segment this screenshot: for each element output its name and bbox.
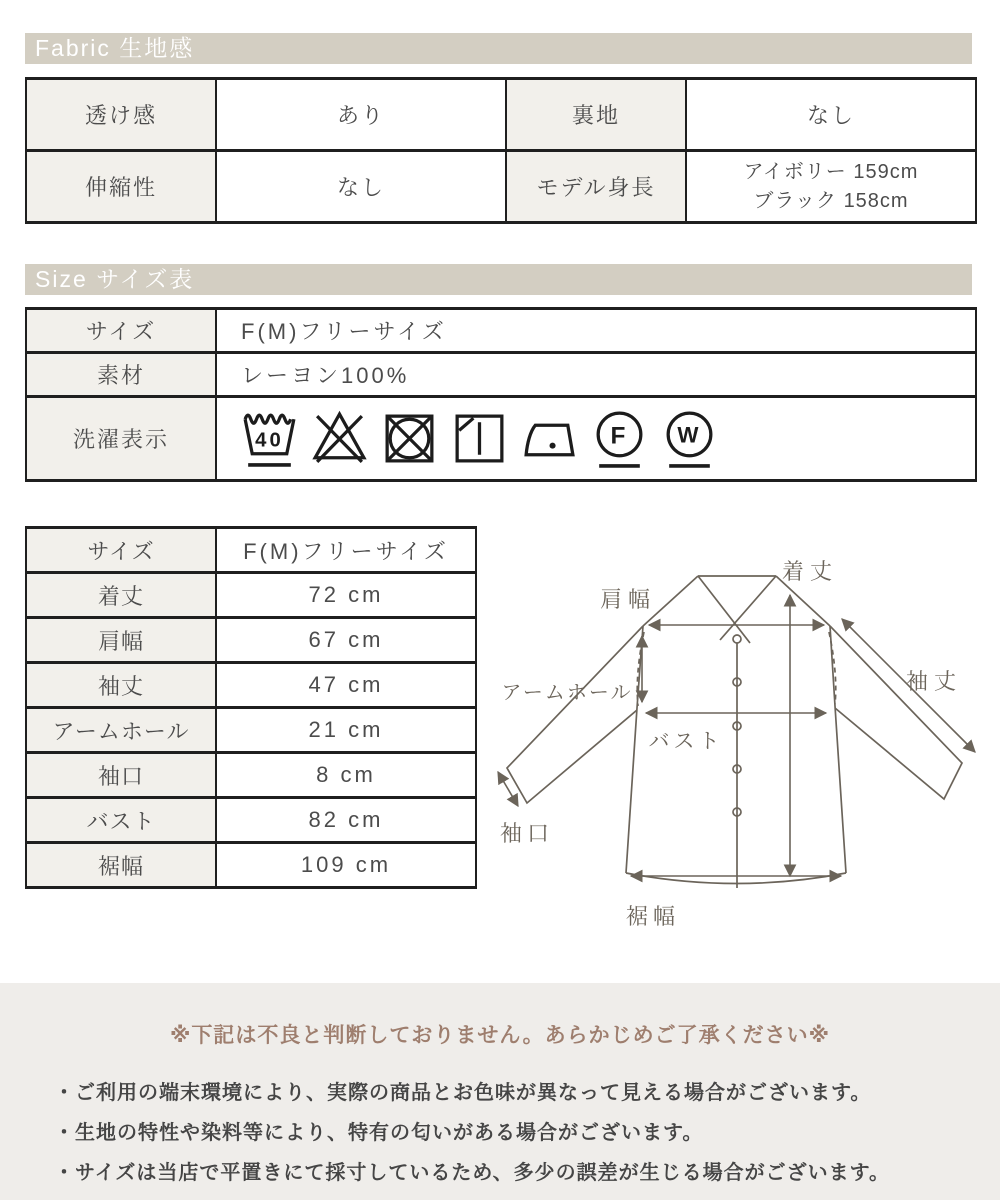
sleeve-length-value: 47 cm [216,663,476,708]
wet-clean-w-gentle-icon [661,407,718,470]
notes-section [0,983,1000,1200]
iron-low-one-dot-icon [521,407,578,470]
diagram-body-length-label: 着丈 [781,559,839,584]
table-row [26,528,476,573]
shirt-measurement-diagram [485,530,1000,950]
shirt-outline [507,576,962,888]
sleeve-length-label: 袖丈 [26,663,216,708]
lining-value: なし [686,79,976,151]
size-label: サイズ [26,309,216,353]
svg-text:F: F [610,422,629,450]
diagram-labels [500,559,962,929]
fabric-table [25,77,977,224]
list-item: ・ご利用の端末環境により、実際の商品とお色味が異なって見える場合がございます。 [54,1082,872,1104]
list-item: ・生地の特性や染料等により、特有の匂いがある場合がございます。 [54,1122,704,1144]
fabric-row-2 [26,151,976,223]
sheerness-value: あり [216,79,506,151]
dry-clean-f-gentle-icon [591,407,648,470]
shoulder-width-label: 肩幅 [26,618,216,663]
model-height-label: モデル身長 [506,151,686,223]
list-item: ・サイズは当店で平置きにて採寸しているため、多少の誤差が生じる場合がございます。 [54,1162,890,1184]
sheerness-label: 透け感 [26,79,216,151]
material-label: 素材 [26,353,216,397]
no-bleach-icon [311,407,368,470]
wash-40-gentle-icon [241,407,298,470]
model-height-ivory: アイボリー 159cm [743,160,919,183]
dry-in-shade-icon [451,407,508,470]
hem-width-label: 裾幅 [26,843,216,888]
diagram-bust-label: バスト [648,730,724,753]
diagram-cuff-label: 袖口 [499,821,555,846]
table-row [26,663,476,708]
care-icons [241,405,975,472]
size-value: F(M)フリーサイズ [216,309,976,353]
armhole-value: 21 cm [216,708,476,753]
material-row [26,353,976,397]
measurement-table [25,526,477,889]
diagram-container [485,530,1000,955]
table-row [26,708,476,753]
table-row [26,843,476,888]
cuff-value: 8 cm [216,753,476,798]
fabric-row-1 [26,79,976,151]
armhole-label: アームホール [26,708,216,753]
hem-width-value: 109 cm [216,843,476,888]
size-info-table [25,307,977,482]
body-length-label: 着丈 [26,573,216,618]
svg-text:W: W [677,422,702,448]
model-height-value [686,151,976,223]
diagram-armhole-label: アームホール [501,682,633,704]
measure-size-value: F(M)フリーサイズ [216,528,476,573]
table-row [26,573,476,618]
notes-list [54,1073,1000,1193]
lining-label: 裏地 [506,79,686,151]
measure-size-label: サイズ [26,528,216,573]
notes-title: ※下記は不良と判断しておりません。あらかじめご了承ください※ [169,1024,831,1047]
stretch-label: 伸縮性 [26,151,216,223]
care-value [216,397,976,481]
size-section-header: Size サイズ表 [25,264,972,295]
size-row [26,309,976,353]
body-length-value: 72 cm [216,573,476,618]
table-row [26,753,476,798]
diagram-sleeve-length-label: 袖丈 [905,669,963,694]
cuff-label: 袖口 [26,753,216,798]
material-value: レーヨン100% [216,353,976,397]
stretch-value: なし [216,151,506,223]
care-label: 洗濯表示 [26,397,216,481]
diagram-shoulder-width-label: 肩幅 [599,587,657,612]
table-row [26,618,476,663]
care-row [26,397,976,481]
model-height-black: ブラック 158cm [753,189,909,212]
shoulder-width-value: 67 cm [216,618,476,663]
fabric-section-header: Fabric 生地感 [25,33,972,64]
diagram-hem-width-label: 裾幅 [625,904,681,929]
svg-text:40: 40 [255,429,284,452]
bust-value: 82 cm [216,798,476,843]
bust-label: バスト [26,798,216,843]
no-tumble-dry-icon [381,407,438,470]
measurement-section [25,526,975,955]
table-row [26,798,476,843]
